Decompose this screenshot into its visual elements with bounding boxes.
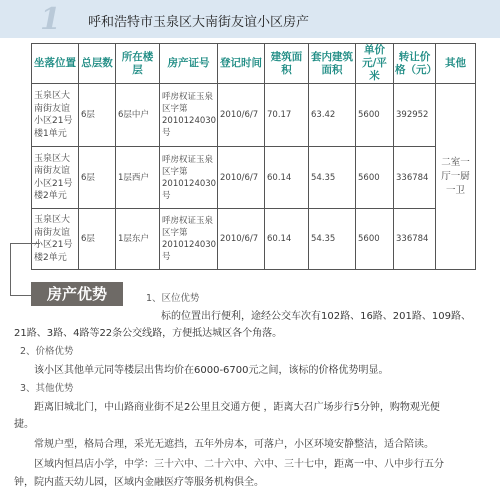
section-number: 1 (40, 2, 61, 37)
cell-date: 2010/6/7 (218, 209, 265, 270)
section-heading-price: 2、价格优势 (20, 346, 74, 357)
paragraph-line: 钟，院内蓝天幼儿园，区域内金融医疗等服务机构俱全。 (14, 477, 264, 488)
cell-cert: 呼房权证玉泉区字第2010124030号 (160, 209, 218, 270)
property-table (31, 43, 476, 270)
cell-location: 玉泉区大南街友谊小区21号楼2单元 (32, 209, 79, 270)
col-header: 所在楼层 (116, 44, 160, 84)
cell-cert: 呼房权证玉泉区字第2010124030号 (160, 84, 218, 147)
col-header: 总层数 (79, 44, 116, 84)
cell-location: 玉泉区大南街友谊小区21号楼1单元 (32, 84, 79, 147)
cell-area: 60.14 (265, 209, 309, 270)
cell-area: 60.14 (265, 147, 309, 209)
table-row (32, 147, 476, 209)
cell-unit-price: 5600 (356, 84, 394, 147)
cell-cert: 呼房权证玉泉区字第2010124030号 (160, 147, 218, 209)
cell-price: 336784 (394, 147, 436, 209)
decorative-bracket (10, 243, 31, 296)
cell-date: 2010/6/7 (218, 84, 265, 147)
col-header: 单价元/平米 (356, 44, 394, 84)
paragraph-line: 捷。 (14, 419, 34, 430)
section-heading-location: 1、区位优势 (146, 293, 200, 304)
paragraph-line: 该小区其他单元同等楼层出售均价在6000-6700元之间，该标的价格优势明显。 (34, 365, 389, 376)
cell-inner-area: 54.35 (309, 209, 356, 270)
cell-total-floors: 6层 (79, 84, 116, 147)
col-header: 建筑面积 (265, 44, 309, 84)
table-header-row (32, 44, 476, 84)
col-header: 其他 (436, 44, 476, 84)
paragraph-line: 区域内恒昌店小学，中学：三十六中、二十六中、六中、三十七中，距离一中、八中步行五分 (34, 459, 444, 470)
cell-floor: 6层中户 (116, 84, 160, 147)
cell-price: 392952 (394, 84, 436, 147)
paragraph-line: 21路、3路、4路等22条公交线路，方便抵达城区各个角落。 (14, 328, 283, 339)
advantages-badge: 房产优势 (31, 282, 123, 306)
col-header: 房产证号 (160, 44, 218, 84)
cell-total-floors: 6层 (79, 209, 116, 270)
cell-area: 70.17 (265, 84, 309, 147)
cell-total-floors: 6层 (79, 147, 116, 209)
cell-unit-price: 5600 (356, 209, 394, 270)
col-header: 转让价格（元） (394, 44, 436, 84)
col-header: 坐落位置 (32, 44, 79, 84)
cell-date: 2010/6/7 (218, 147, 265, 209)
cell-other: 二室一厅一厨一卫 (436, 84, 476, 270)
cell-floor: 1层西户 (116, 147, 160, 209)
section-heading-other: 3、其他优势 (20, 383, 74, 394)
cell-unit-price: 5600 (356, 147, 394, 209)
paragraph-line: 距离旧城北门，中山路商业街不足2公里且交通方便 ，距离大召广场步行5分钟，购物观光便 (34, 402, 440, 413)
paragraph-line: 常规户型，格局合理，采光无遮挡，五年外房本，可落户，小区环境安静整洁，适合陪读。 (34, 439, 434, 450)
cell-price: 336784 (394, 209, 436, 270)
col-header: 套内建筑面积 (309, 44, 356, 84)
header-banner (0, 0, 500, 38)
table-row (32, 84, 476, 147)
cell-inner-area: 54.35 (309, 147, 356, 209)
cell-floor: 1层东户 (116, 209, 160, 270)
cell-location: 玉泉区大南街友谊小区21号楼2单元 (32, 147, 79, 209)
cell-inner-area: 63.42 (309, 84, 356, 147)
paragraph-line: 标的位置出行便利，途经公交车次有102路、16路、201路、109路、 (161, 311, 471, 322)
table-row (32, 209, 476, 270)
page-title: 呼和浩特市玉泉区大南街友谊小区房产 (88, 15, 310, 30)
col-header: 登记时间 (218, 44, 265, 84)
